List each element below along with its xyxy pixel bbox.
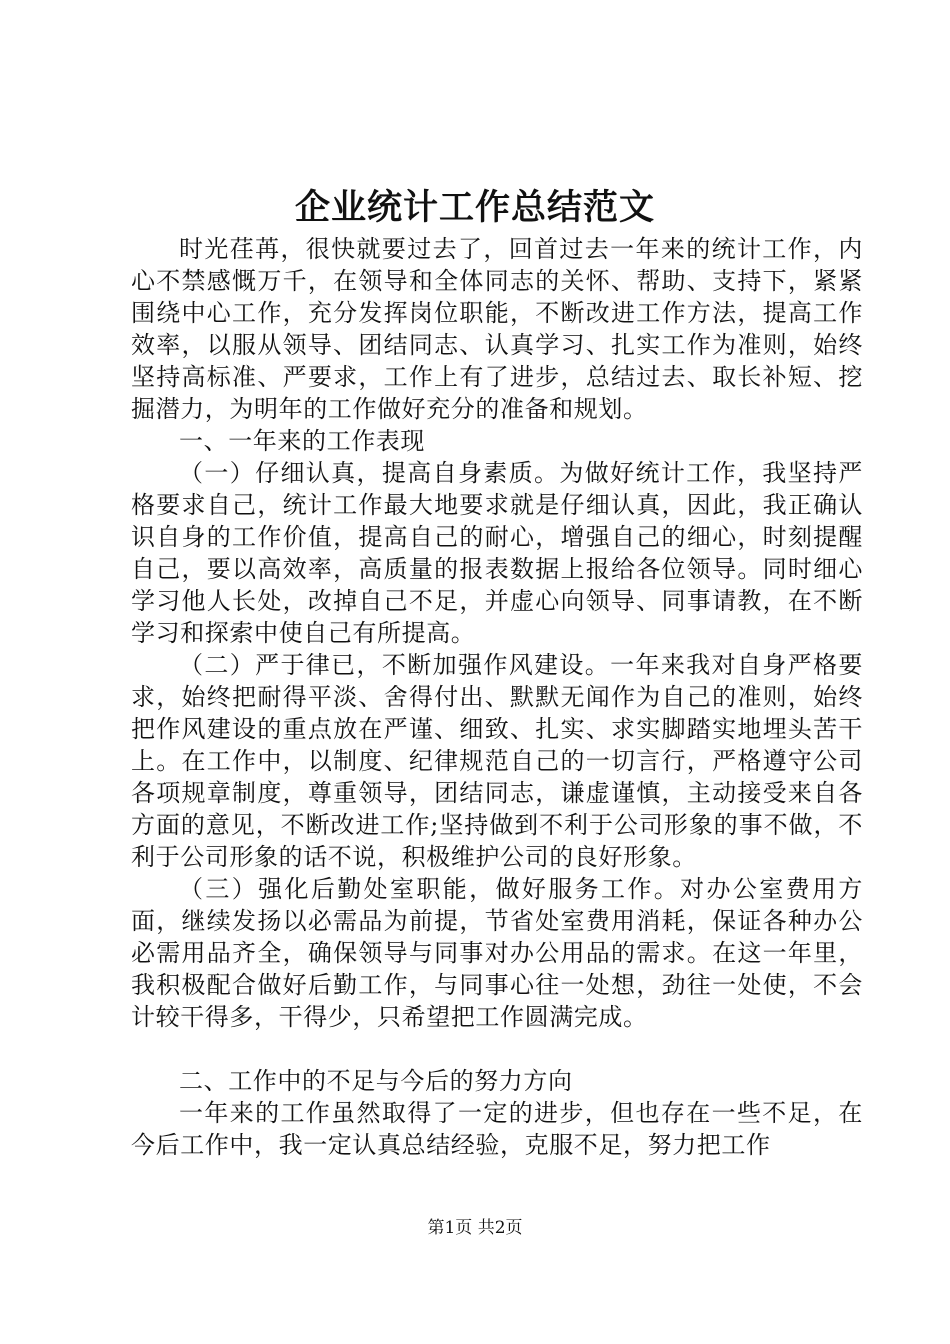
section-1-paragraph-1: （一）仔细认真，提高自身素质。为做好统计工作，我坚持严格要求自己，统计工作最大地要求就是仔细认真，因此，我正确认识自身的工作价值，提高自己的耐心，增强自己的细心，时刻提醒自己，要以高效率，高质量的报表数据上报给各位领导。同时细心学习他人长处，改掉自己不足，并虚心向领导、同事请教，在不断学习和探索中使自己有所提高。: [131, 459, 863, 647]
intro-paragraph: 时光荏苒，很快就要过去了，回首过去一年来的统计工作，内心不禁感慨万千，在领导和全体同志的关怀、帮助、支持下，紧紧围绕中心工作，充分发挥岗位职能，不断改进工作方法，提高工作效率，以服从领导、团结同志、认真学习、扎实工作为准则，始终坚持高标准、严要求，工作上有了进步，总结过去、取长补短、挖掘潜力，为明年的工作做好充分的准备和规划。: [131, 235, 863, 423]
section-2-heading: 二、工作中的不足与今后的努力方向: [179, 1067, 573, 1095]
section-1-heading: 一、一年来的工作表现: [179, 427, 425, 455]
section-2-paragraph-1: 一年来的工作虽然取得了一定的进步，但也存在一些不足，在今后工作中，我一定认真总结经验，克服不足，努力把工作: [131, 1099, 863, 1159]
document-body: [131, 233, 863, 1161]
page-footer: 第1页 共2页: [427, 1218, 523, 1238]
section-1-paragraph-2: （二）严于律已，不断加强作风建设。一年来我对自身严格要求，始终把耐得平淡、舍得付出、默默无闻作为自己的准则，始终把作风建设的重点放在严谨、细致、扎实、求实脚踏实地埋头苦干上。在工作中，以制度、纪律规范自己的一切言行，严格遵守公司各项规章制度，尊重领导，团结同志，谦虚谨慎，主动接受来自各方面的意见，不断改进工作;坚持做到不利于公司形象的事不做，不利于公司形象的话不说，积极维护公司的良好形象。: [131, 651, 863, 871]
paragraph-gap: [131, 1033, 863, 1065]
section-1-paragraph-3: （三）强化后勤处室职能，做好服务工作。对办公室费用方面，继续发扬以必需品为前提，节省处室费用消耗，保证各种办公必需用品齐全，确保领导与同事对办公用品的需求。在这一年里，我积极配合做好后勤工作，与同事心往一处想，劲往一处使，不会计较干得多，干得少，只希望把工作圆满完成。: [131, 875, 863, 1031]
document-title: 企业统计工作总结范文: [294, 187, 655, 228]
